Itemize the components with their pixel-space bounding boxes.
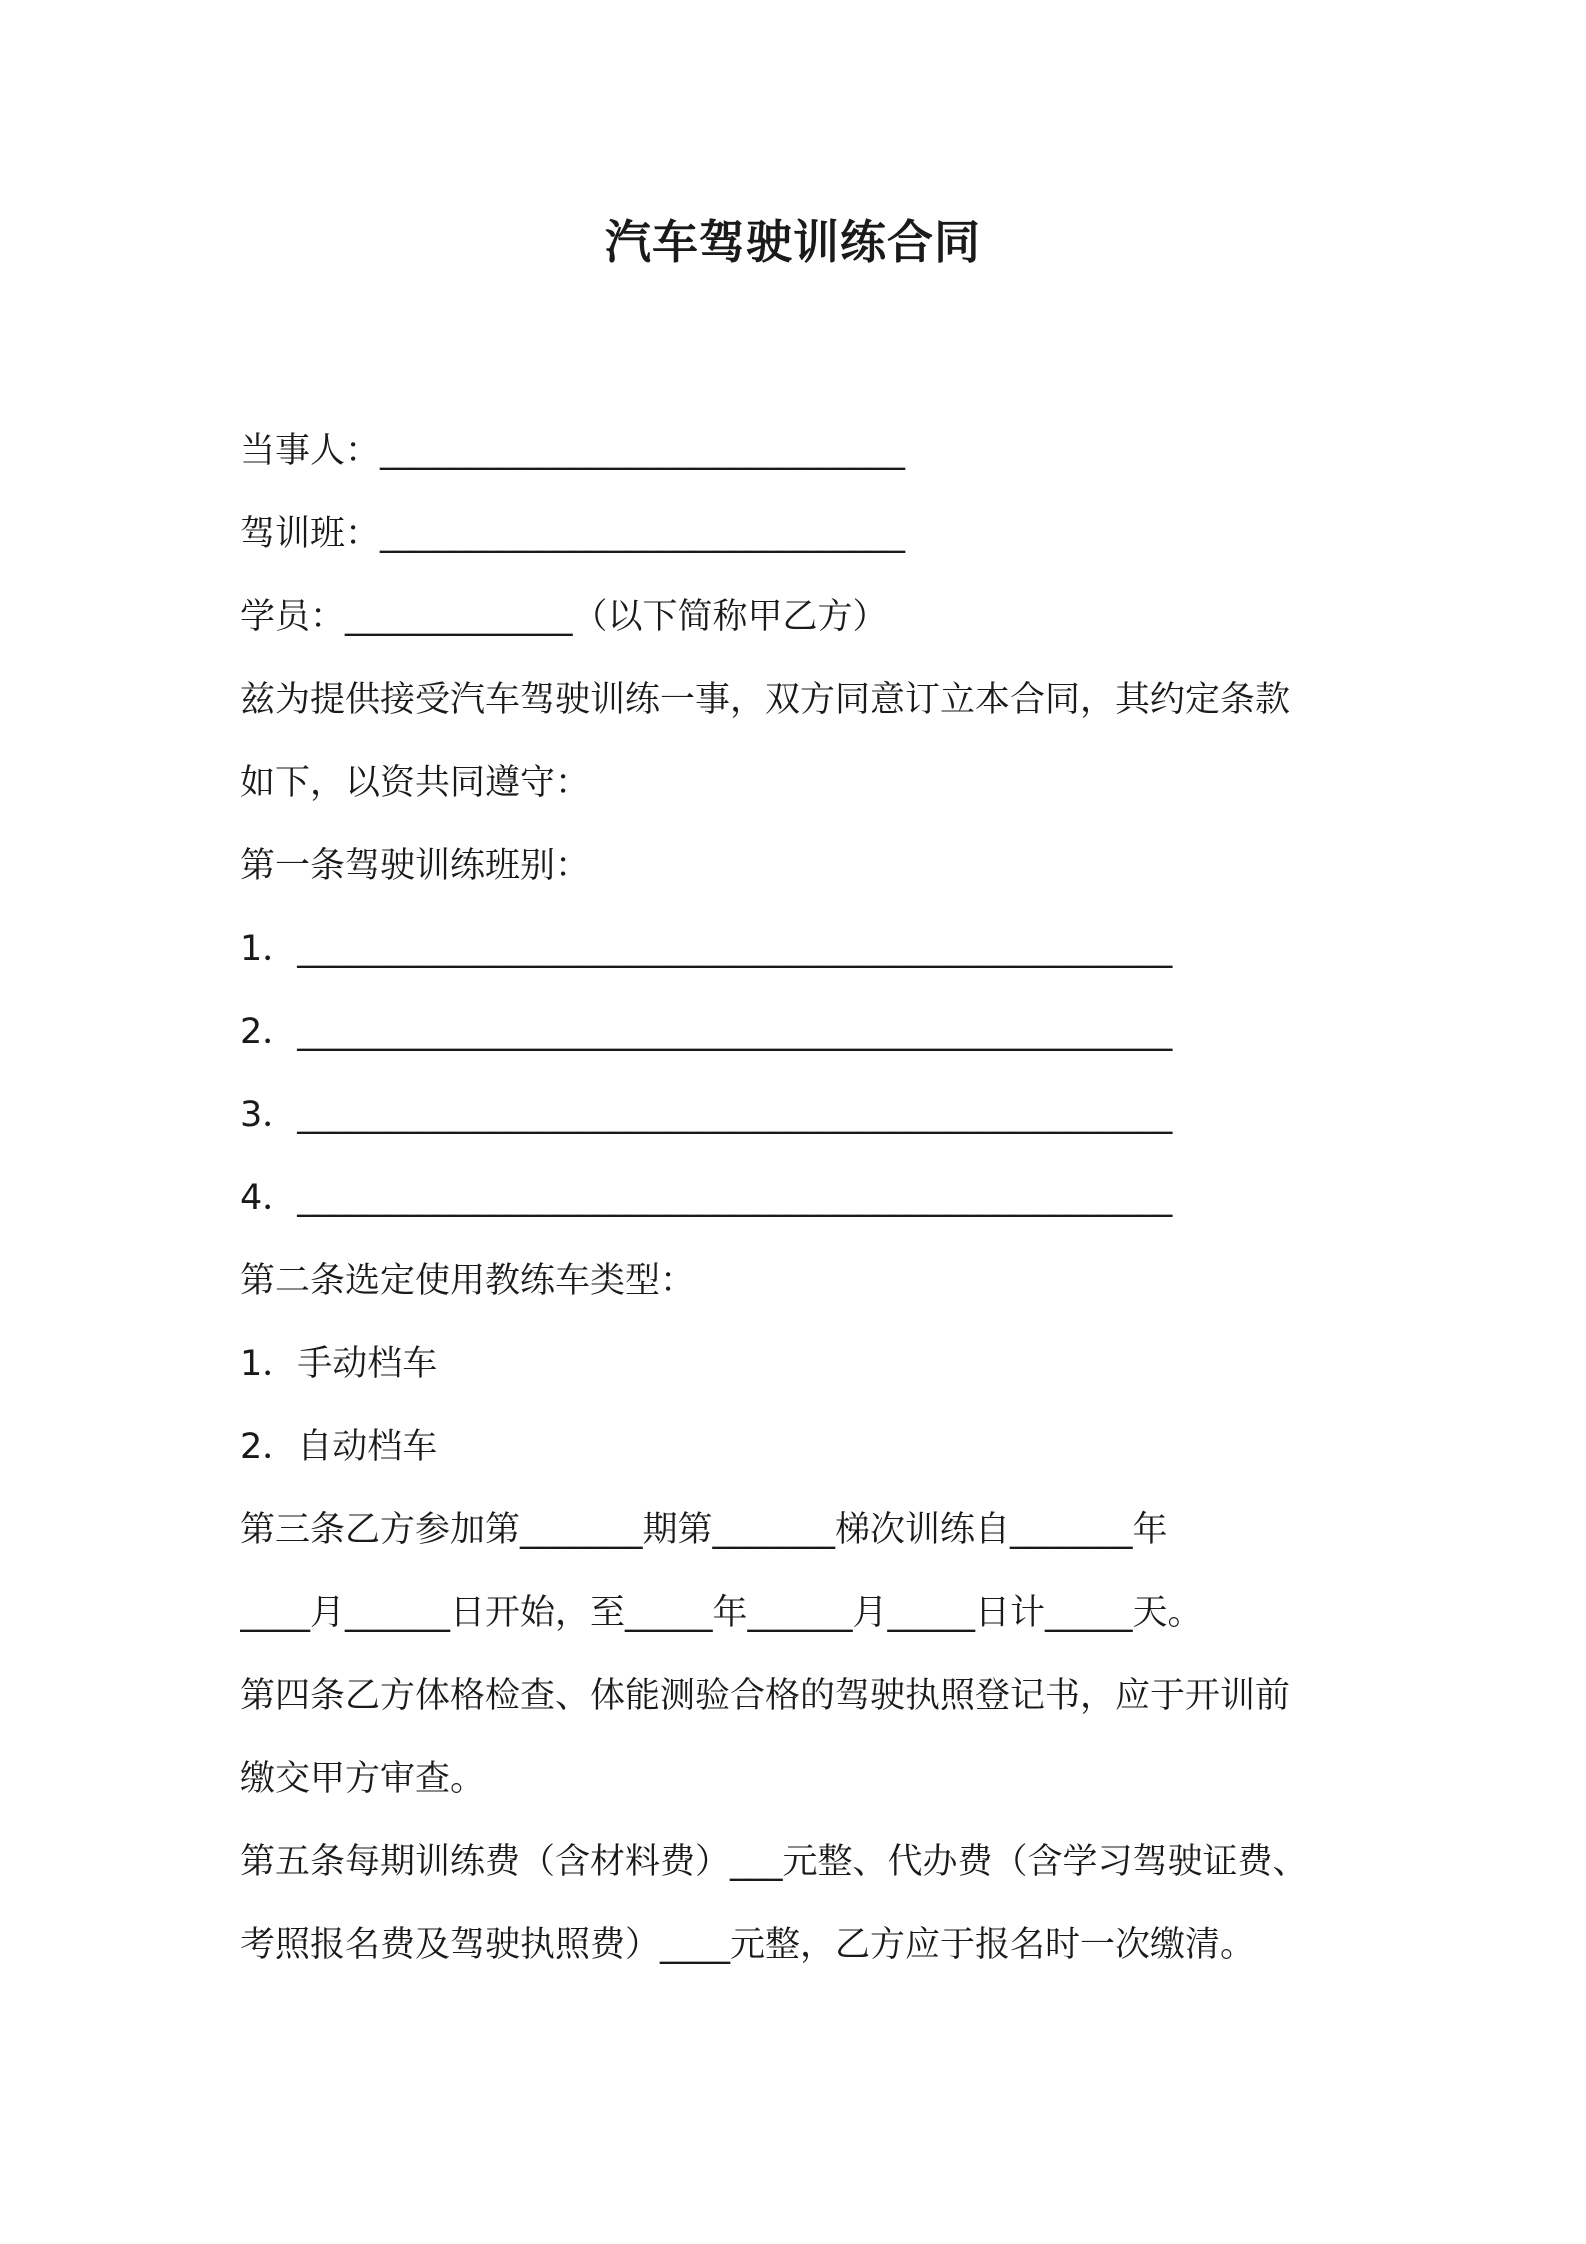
article-1-item-4: 4．__________________________________________________ [240, 1178, 1173, 1218]
article-5-line-2: 考照报名费及驾驶执照费）____元整，乙方应于报名时一次缴清。 [240, 1925, 1256, 1965]
driving-school-line: 驾训班：______________________________ [240, 514, 906, 554]
preamble-line-1: 兹为提供接受汽车驾驶训练一事，双方同意订立本合同，其约定条款 [240, 680, 1291, 720]
article-1-item-2: 2．__________________________________________________ [240, 1012, 1173, 1052]
article-2-item-2: 2．自动档车 [240, 1427, 438, 1467]
party-line: 当事人：______________________________ [240, 431, 906, 471]
article-1-item-3: 3．__________________________________________________ [240, 1095, 1173, 1135]
article-1-item-1: 1．__________________________________________________ [240, 929, 1173, 969]
preamble-line-2: 如下，以资共同遵守： [240, 763, 591, 803]
document-title: 汽车驾驶训练合同 [605, 215, 981, 269]
student-line: 学员：_____________（以下简称甲乙方） [240, 597, 888, 637]
article-3-line-2: ____月______日开始，至_____年______月_____日计_____天。 [240, 1593, 1203, 1633]
article-4-line-2: 缴交甲方审查。 [240, 1759, 486, 1799]
article-1-heading: 第一条驾驶训练班别： [240, 846, 591, 886]
article-2-item-1: 1．手动档车 [240, 1344, 438, 1384]
article-3-line-1: 第三条乙方参加第_______期第_______梯次训练自_______年 [240, 1510, 1168, 1550]
article-4-line-1: 第四条乙方体格检查、体能测验合格的驾驶执照登记书，应于开训前 [240, 1676, 1291, 1716]
article-5-line-1: 第五条每期训练费（含材料费）___元整、代办费（含学习驾驶证费、 [240, 1842, 1308, 1882]
article-2-heading: 第二条选定使用教练车类型： [240, 1261, 696, 1301]
document-body [240, 410, 1360, 1987]
